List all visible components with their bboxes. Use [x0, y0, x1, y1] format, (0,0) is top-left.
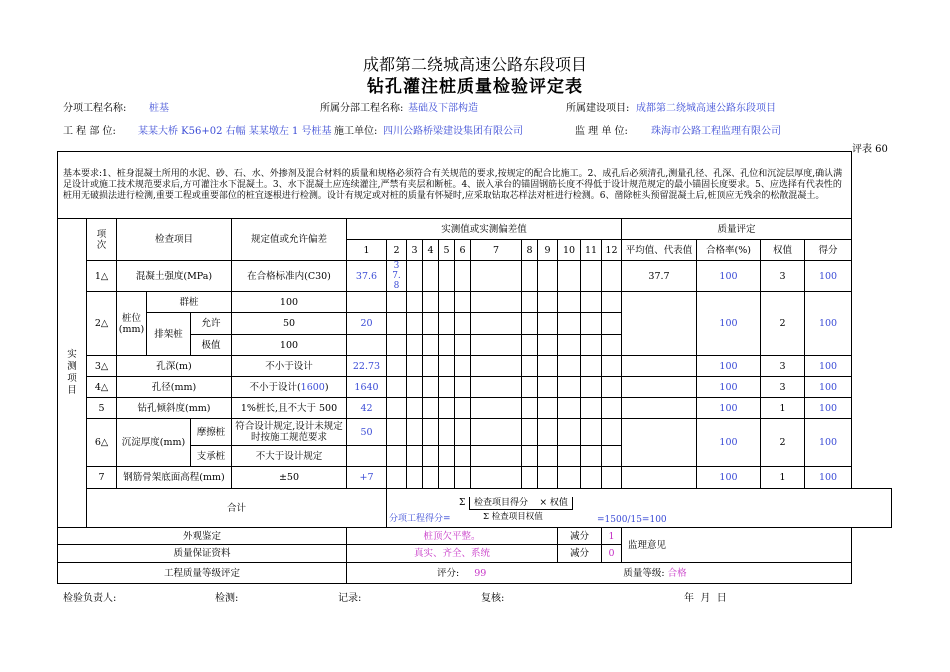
row6-seq: 6△	[87, 419, 117, 467]
col-avg-header: 平均值、代表值	[622, 240, 697, 261]
formula-sigma: Σ	[459, 498, 466, 508]
project-title: 成都第二绕城高速公路东段项目	[362, 55, 587, 74]
row2-seq: 2△	[87, 292, 117, 356]
division-value: 基础及下部构造	[408, 103, 478, 114]
row2-measure-1: 20	[347, 313, 387, 335]
row3-seq: 3△	[87, 356, 117, 377]
row5-rate: 100	[697, 398, 761, 419]
quality-docs-deduct: 0	[602, 545, 622, 563]
row5-item: 钻孔倾斜度(mm)	[117, 398, 232, 419]
inspection-table	[57, 151, 892, 584]
footer-tester: 检测:	[215, 593, 239, 604]
table-row	[58, 356, 892, 377]
row6-measure-1: 50	[347, 419, 387, 446]
row1-avg: 37.7	[622, 261, 697, 292]
subitem-label: 分项工程名称:	[63, 103, 127, 114]
col-seq-header: 项次	[87, 219, 117, 261]
table-row	[58, 467, 892, 489]
supervision-opinion: 监理意见	[622, 528, 852, 563]
row6-item: 沉淀厚度(mm)	[117, 419, 191, 467]
footer-date: 年 月 日	[684, 593, 727, 604]
row7-item: 钢筋骨架底面高程(mm)	[117, 467, 232, 489]
measure-num-9: 9	[538, 240, 558, 261]
measure-num-11: 11	[581, 240, 602, 261]
table-row	[58, 419, 892, 446]
row2-limit: 极值	[191, 335, 232, 356]
row6-end-bearing: 支承桩	[191, 446, 232, 467]
contractor-value: 四川公路桥梁建设集团有限公司	[383, 126, 523, 137]
total-row	[58, 489, 892, 528]
row3-item: 孔深(m)	[117, 356, 232, 377]
row2-group-pile: 群桩	[147, 292, 232, 313]
row2-score: 100	[805, 292, 852, 356]
col-rate-header: 合格率(%)	[697, 240, 761, 261]
row1-measure-1: 37.6	[347, 261, 387, 292]
row2-group-spec: 100	[232, 292, 347, 313]
row6-score: 100	[805, 419, 852, 467]
row3-spec: 不小于设计	[232, 356, 347, 377]
row1-seq: 1△	[87, 261, 117, 292]
col-eval-header: 质量评定	[622, 219, 852, 240]
row7-rate: 100	[697, 467, 761, 489]
construction-value: 成都第二绕城高速公路东段项目	[636, 103, 776, 114]
supervisor-label: 监 理 单 位:	[575, 126, 628, 137]
row7-score: 100	[805, 467, 852, 489]
row4-score: 100	[805, 377, 852, 398]
row6-end-spec: 不大于设计规定	[232, 446, 347, 467]
row3-weight: 3	[761, 356, 805, 377]
row2-limit-spec: 100	[232, 335, 347, 356]
row4-measure-1: 1640	[347, 377, 387, 398]
row1-measure-2: 37.8	[387, 261, 407, 292]
appearance-row	[58, 528, 892, 545]
formula-result: =1500/15=100	[597, 515, 667, 525]
row4-item: 孔径(mm)	[117, 377, 232, 398]
quality-docs-deduct-label: 减分	[558, 545, 602, 563]
footer-inspector: 检验负责人:	[63, 593, 117, 604]
col-score-header: 得分	[805, 240, 852, 261]
appearance-value: 桩顶欠平整。	[347, 528, 558, 545]
form-title: 钻孔灌注桩质量检验评定表	[367, 77, 583, 97]
measure-num-5: 5	[439, 240, 455, 261]
supervisor-value: 珠海市公路工程监理有限公司	[651, 126, 781, 137]
row4-rate: 100	[697, 377, 761, 398]
row7-weight: 1	[761, 467, 805, 489]
row6-friction-spec: 符合设计规定,设计未规定时按施工规范要求	[232, 419, 347, 446]
col-measured-header: 实测值或实测偏差值	[347, 219, 622, 240]
row1-spec: 在合格标准内(C30)	[232, 261, 347, 292]
quality-docs-label: 质量保证资料	[58, 545, 347, 563]
form-number: 评表 60	[852, 144, 888, 155]
row1-weight: 3	[761, 261, 805, 292]
table-row	[58, 292, 892, 313]
measured-items-side-label: 实测项目	[58, 219, 87, 528]
construction-label: 所属建设项目:	[566, 103, 630, 114]
basic-requirements: 基本要求:1、桩身混凝土所用的水泥、砂、石、水、外掺剂及混合材料的质量和规格必须符合有关规范的要求,按规定的配合比施工。2、成孔后必须清孔,测量孔径、孔深、孔位和沉淀层厚度,确认满足设计或施工技术规范要求后,方可灌注水下混凝土。3、水下混凝土应连续灌注,严禁有夹层和断桩。4、嵌入承台的锚固钢筋长度不得低于设计规范规定的最小锚固长度要求。5、应选择有代表性的桩用无破损法进行检测,重要工程或重要部位的桩宜逐根进行检测。设计有规定或对桩的质量有怀疑时,应采取钻取芯样法对桩进行检测。6、凿除桩头预留混凝土后,桩顶应无残余的松散混凝土。	[58, 152, 852, 219]
table-row	[58, 261, 892, 292]
total-formula	[387, 489, 892, 528]
grade-content: 评分: 99 质量等级: 合格	[347, 563, 852, 584]
appearance-deduct: 1	[602, 528, 622, 545]
col-spec-header: 规定值或允许偏差	[232, 219, 347, 261]
footer-recorder: 记录:	[338, 593, 362, 604]
row2-allow-spec: 50	[232, 313, 347, 335]
measure-num-8: 8	[522, 240, 538, 261]
row1-score: 100	[805, 261, 852, 292]
total-label: 合计	[87, 489, 387, 528]
row2-allow: 允许	[191, 313, 232, 335]
row2-weight: 2	[761, 292, 805, 356]
row7-seq: 7	[87, 467, 117, 489]
measure-num-2: 2	[387, 240, 407, 261]
row1-rate: 100	[697, 261, 761, 292]
row3-score: 100	[805, 356, 852, 377]
subitem-value: 桩基	[149, 103, 169, 114]
row6-weight: 2	[761, 419, 805, 467]
table-row	[58, 377, 892, 398]
row3-measure-1: 22.73	[347, 356, 387, 377]
row2-frame-pile: 排架桩	[147, 313, 191, 356]
division-label: 所属分部工程名称:	[320, 103, 404, 114]
appearance-deduct-label: 减分	[558, 528, 602, 545]
row7-spec: ±50	[232, 467, 347, 489]
row1-item: 混凝土强度(MPa)	[117, 261, 232, 292]
formula-denominator: Σ 检查项目权值	[483, 512, 543, 522]
row2-item: 桩位(mm)	[117, 292, 147, 356]
footer-reviewer: 复核:	[481, 593, 505, 604]
row2-rate: 100	[697, 292, 761, 356]
row5-spec: 1%桩长,且不大于 500	[232, 398, 347, 419]
appearance-label: 外观鉴定	[58, 528, 347, 545]
col-item-header: 检查项目	[117, 219, 232, 261]
row5-weight: 1	[761, 398, 805, 419]
measure-num-1: 1	[347, 240, 387, 261]
grade-label: 工程质量等级评定	[58, 563, 347, 584]
row6-friction: 摩擦桩	[191, 419, 232, 446]
grade-level: 合格	[667, 567, 687, 579]
measure-num-6: 6	[455, 240, 471, 261]
measure-num-7: 7	[471, 240, 522, 261]
row5-score: 100	[805, 398, 852, 419]
row3-rate: 100	[697, 356, 761, 377]
table-row	[58, 398, 892, 419]
grade-row	[58, 563, 892, 584]
grade-score: 99	[474, 567, 487, 579]
quality-docs-value: 真实、齐全、系统	[347, 545, 558, 563]
row5-seq: 5	[87, 398, 117, 419]
location-value: 某某大桥 K56+02 右幅 某某墩左 1 号桩基	[138, 126, 332, 137]
formula-prefix: 分项工程得分=	[389, 514, 451, 524]
row6-rate: 100	[697, 419, 761, 467]
measure-num-4: 4	[423, 240, 439, 261]
row4-spec: 不小于设计(1600)	[232, 377, 347, 398]
row4-weight: 3	[761, 377, 805, 398]
measure-num-3: 3	[407, 240, 423, 261]
formula-numerator: 检查项目得分 × 权值	[469, 497, 573, 510]
row7-measure-1: +7	[347, 467, 387, 489]
measure-num-10: 10	[558, 240, 581, 261]
contractor-label: 施工单位:	[334, 126, 378, 137]
col-weight-header: 权值	[761, 240, 805, 261]
measure-num-12: 12	[602, 240, 622, 261]
location-label: 工 程 部 位:	[63, 126, 116, 137]
row4-seq: 4△	[87, 377, 117, 398]
row5-measure-1: 42	[347, 398, 387, 419]
